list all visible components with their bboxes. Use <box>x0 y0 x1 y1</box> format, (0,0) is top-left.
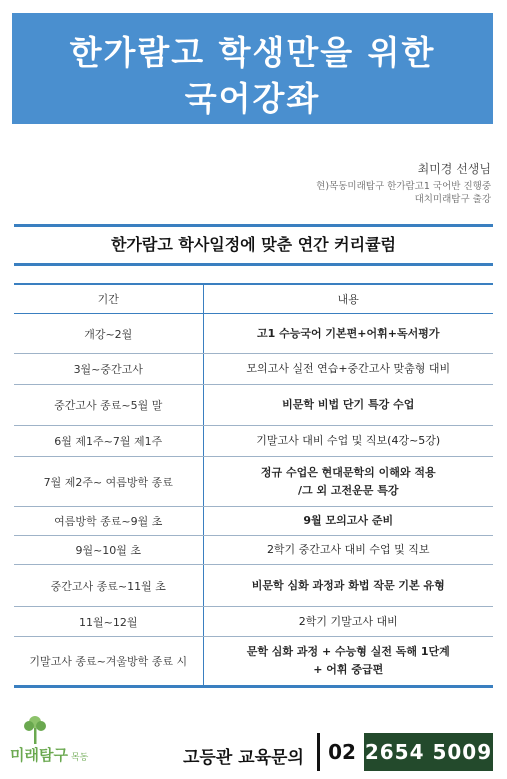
content-cell: 비문학 심화 과정과 화법 작문 기본 유형 <box>203 565 493 607</box>
contact-label: 고등관 교육문의 <box>183 748 304 768</box>
phone-area-code: 02 <box>317 733 364 771</box>
table-row <box>14 565 493 607</box>
content-cell: 비문학 비법 단기 특강 수업 <box>203 385 493 426</box>
period-cell: 개강~2월 <box>14 314 203 354</box>
header-period: 기간 <box>14 284 203 314</box>
logo-branch: 목동 <box>70 753 89 763</box>
logo-text: 미래탐구 <box>10 746 68 764</box>
table-header-row <box>14 284 493 314</box>
content-cell: 기말고사 대비 수업 및 직보(4강~5강) <box>203 426 493 457</box>
tree-icon <box>22 714 48 744</box>
content-cell: 2학기 기말고사 대비 <box>203 607 493 637</box>
banner-title-line2: 국어강좌 <box>184 79 321 118</box>
table-row <box>14 536 493 565</box>
period-cell: 11월~12월 <box>14 607 203 637</box>
table-row <box>14 314 493 354</box>
period-cell: 여름방학 종료~9월 초 <box>14 507 203 536</box>
logo-wordmark <box>10 744 88 765</box>
section-title: 한가람고 학사일정에 맞춘 연간 커리큘럼 <box>14 224 493 266</box>
table-row <box>14 637 493 687</box>
period-cell: 6월 제1주~7월 제1주 <box>14 426 203 457</box>
content-cell: 9월 모의고사 준비 <box>203 507 493 536</box>
period-cell: 7월 제2주~ 여름방학 종료 <box>14 457 203 507</box>
content-line-2: /그 외 고전운문 특강 <box>297 483 399 497</box>
teacher-career-2: 대치미래탐구 출강 <box>414 194 491 205</box>
content-cell <box>203 637 493 687</box>
title-banner <box>12 13 493 124</box>
table-row <box>14 607 493 637</box>
table-row <box>14 354 493 385</box>
content-line-1: 문학 심화 과정 + 수능형 실전 독해 1단계 <box>246 645 450 658</box>
header-content: 내용 <box>203 284 493 314</box>
table-row <box>14 385 493 426</box>
content-cell: 모의고사 실전 연습+중간고사 맞춤형 대비 <box>203 354 493 385</box>
period-cell: 3월~중간고사 <box>14 354 203 385</box>
phone-number-box <box>317 733 493 771</box>
period-cell: 9월~10월 초 <box>14 536 203 565</box>
mirae-tamgu-logo <box>10 714 120 769</box>
period-cell: 중간고사 종료~5월 말 <box>14 385 203 426</box>
curriculum-table <box>14 283 493 688</box>
table-row <box>14 426 493 457</box>
teacher-info <box>316 160 491 206</box>
content-line-1: 정규 수업은 현대문학의 이해와 적용 <box>260 465 436 479</box>
table-row <box>14 457 493 507</box>
content-cell: 2학기 중간고사 대비 수업 및 직보 <box>203 536 493 565</box>
banner-title-line1: 한가람고 학생만을 위한 <box>69 33 436 72</box>
phone-number: 2654 5009 <box>364 733 493 771</box>
content-line-2: + 어휘 중급편 <box>313 663 384 676</box>
content-cell <box>203 457 493 507</box>
period-cell: 중간고사 종료~11월 초 <box>14 565 203 607</box>
teacher-career-1: 현)목동미래탐구 한가람고1 국어반 진행중 <box>316 181 491 192</box>
table-row <box>14 507 493 536</box>
period-cell: 기말고사 종료~겨울방학 종료 시 <box>14 637 203 687</box>
content-cell: 고1 수능국어 기본편+어휘+독서평가 <box>203 314 493 354</box>
teacher-name: 최미경 선생님 <box>417 162 491 176</box>
